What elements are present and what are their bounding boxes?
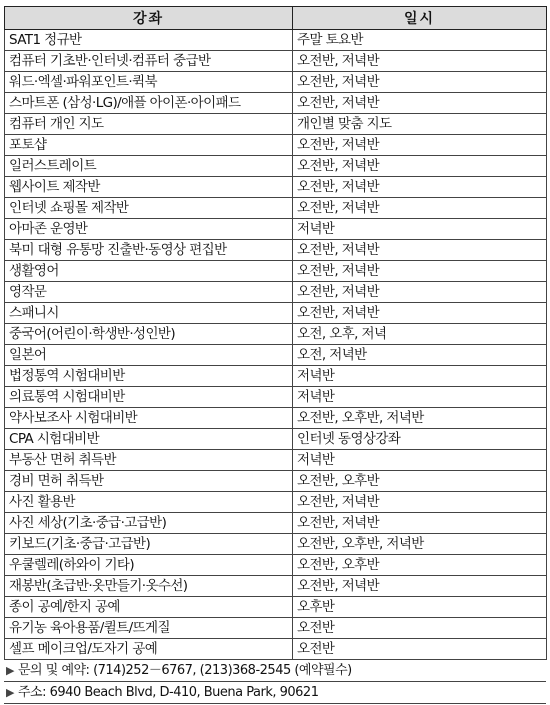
- course-name-cell: 인터넷 쇼핑몰 제작반: [5, 198, 293, 219]
- bullet-icon: ▶: [6, 686, 14, 699]
- course-name-cell: 컴퓨터 기초반·인터넷·컴퓨터 중급반: [5, 51, 293, 72]
- schedule-cell: 저녁반: [293, 387, 547, 408]
- inquiry-line: [4, 660, 546, 682]
- table-row: [5, 345, 547, 366]
- course-name-cell: 경비 면허 취득반: [5, 471, 293, 492]
- schedule-cell: 저녁반: [293, 219, 547, 240]
- course-name-cell: 유기농 육아용품/퀼트/뜨게질: [5, 618, 293, 639]
- schedule-cell: 오전반, 저녁반: [293, 156, 547, 177]
- course-name-cell: 사진 세상(기초·중급·고급반): [5, 513, 293, 534]
- table-row: [5, 303, 547, 324]
- table-row: [5, 93, 547, 114]
- schedule-cell: 인터넷 동영상강좌: [293, 429, 547, 450]
- schedule-cell: 저녁반: [293, 366, 547, 387]
- course-name-cell: 컴퓨터 개인 지도: [5, 114, 293, 135]
- schedule-table: [4, 6, 547, 660]
- course-name-cell: 스마트폰 (삼성·LG)/애플 아이폰·아이패드: [5, 93, 293, 114]
- course-name-cell: 일러스트레이트: [5, 156, 293, 177]
- schedule-cell: 오전반, 저녁반: [293, 576, 547, 597]
- bullet-icon: ▶: [6, 664, 14, 677]
- table-row: [5, 240, 547, 261]
- table-row: [5, 429, 547, 450]
- table-row: [5, 72, 547, 93]
- course-name-cell: 중국어(어린이·학생반·성인반): [5, 324, 293, 345]
- table-row: [5, 30, 547, 51]
- course-name-cell: 부동산 면허 취득반: [5, 450, 293, 471]
- table-row: [5, 597, 547, 618]
- course-name-cell: 재봉반(초급반·옷만들기·옷수선): [5, 576, 293, 597]
- course-name-cell: 아마존 운영반: [5, 219, 293, 240]
- schedule-cell: 오전반, 저녁반: [293, 492, 547, 513]
- schedule-cell: 오전반, 저녁반: [293, 93, 547, 114]
- table-row: [5, 366, 547, 387]
- schedule-cell: 오전반, 오후반, 저녁반: [293, 408, 547, 429]
- table-body: [5, 30, 547, 660]
- table-row: [5, 324, 547, 345]
- course-name-cell: CPA 시험대비반: [5, 429, 293, 450]
- course-name-cell: 스패니시: [5, 303, 293, 324]
- table-row: [5, 639, 547, 660]
- schedule-cell: 저녁반: [293, 450, 547, 471]
- inquiry-text: 문의 및 예약: (714)252－6767, (213)368-2545 (예약필수): [18, 663, 352, 678]
- address-text: 주소: 6940 Beach Blvd, D-410, Buena Park, 90621: [18, 685, 319, 700]
- schedule-cell: 오후반: [293, 597, 547, 618]
- schedule-cell: 오전반, 저녁반: [293, 51, 547, 72]
- course-name-cell: 키보드(기초·중급·고급반): [5, 534, 293, 555]
- table-row: [5, 450, 547, 471]
- course-name-cell: 북미 대형 유통망 진출반·동영상 편집반: [5, 240, 293, 261]
- table-row: [5, 555, 547, 576]
- header-course: 강좌: [5, 7, 293, 30]
- table-row: [5, 51, 547, 72]
- table-row: [5, 135, 547, 156]
- table-row: [5, 261, 547, 282]
- schedule-cell: 오전, 오후, 저녁: [293, 324, 547, 345]
- table-row: [5, 156, 547, 177]
- address-line: [4, 682, 546, 704]
- schedule-cell: 오전반, 저녁반: [293, 261, 547, 282]
- course-name-cell: 셀프 메이크업/도자기 공예: [5, 639, 293, 660]
- schedule-cell: 오전반, 오후반: [293, 471, 547, 492]
- table-row: [5, 387, 547, 408]
- table-row: [5, 492, 547, 513]
- table-header-row: [5, 7, 547, 30]
- schedule-cell: 오전반, 저녁반: [293, 240, 547, 261]
- schedule-cell: 개인별 맞춤 지도: [293, 114, 547, 135]
- course-name-cell: 법정통역 시험대비반: [5, 366, 293, 387]
- course-name-cell: 웹사이트 제작반: [5, 177, 293, 198]
- header-schedule: 일시: [293, 7, 547, 30]
- table-row: [5, 177, 547, 198]
- course-name-cell: 생활영어: [5, 261, 293, 282]
- schedule-cell: 오전반, 저녁반: [293, 282, 547, 303]
- course-name-cell: 영작문: [5, 282, 293, 303]
- table-row: [5, 618, 547, 639]
- table-row: [5, 513, 547, 534]
- course-name-cell: SAT1 정규반: [5, 30, 293, 51]
- course-name-cell: 우쿨렐레(하와이 기타): [5, 555, 293, 576]
- contact-footer: [4, 660, 546, 704]
- table-row: [5, 408, 547, 429]
- course-name-cell: 포토샵: [5, 135, 293, 156]
- course-name-cell: 워드·엑셀·파워포인트·퀵북: [5, 72, 293, 93]
- schedule-cell: 오전, 저녁반: [293, 345, 547, 366]
- course-name-cell: 약사보조사 시험대비반: [5, 408, 293, 429]
- schedule-cell: 오전반: [293, 639, 547, 660]
- course-name-cell: 종이 공예/한지 공예: [5, 597, 293, 618]
- schedule-cell: 오전반, 저녁반: [293, 513, 547, 534]
- table-row: [5, 198, 547, 219]
- table-row: [5, 282, 547, 303]
- table-row: [5, 219, 547, 240]
- schedule-cell: 오전반, 저녁반: [293, 72, 547, 93]
- schedule-cell: 오전반, 오후반, 저녁반: [293, 534, 547, 555]
- schedule-cell: 오전반, 저녁반: [293, 303, 547, 324]
- table-row: [5, 576, 547, 597]
- course-name-cell: 사진 활용반: [5, 492, 293, 513]
- schedule-cell: 오전반, 저녁반: [293, 135, 547, 156]
- course-name-cell: 일본어: [5, 345, 293, 366]
- table-row: [5, 471, 547, 492]
- schedule-cell: 오전반, 저녁반: [293, 198, 547, 219]
- course-name-cell: 의료통역 시험대비반: [5, 387, 293, 408]
- schedule-cell: 주말 토요반: [293, 30, 547, 51]
- table-row: [5, 534, 547, 555]
- schedule-cell: 오전반, 저녁반: [293, 177, 547, 198]
- schedule-cell: 오전반, 오후반: [293, 555, 547, 576]
- schedule-cell: 오전반: [293, 618, 547, 639]
- table-row: [5, 114, 547, 135]
